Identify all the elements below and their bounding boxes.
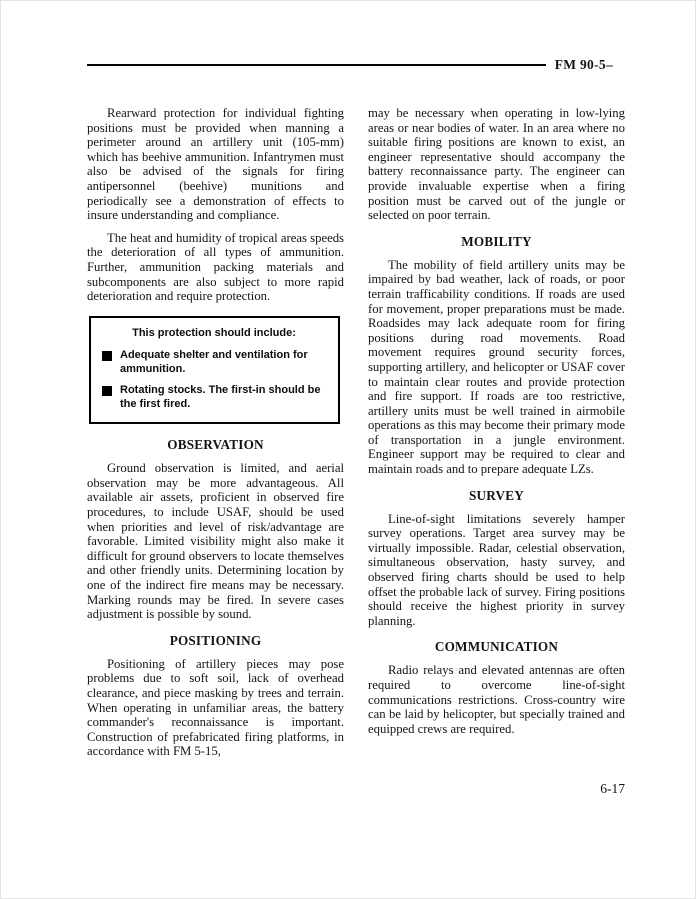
- box-item: [100, 384, 328, 411]
- box-item-text: Adequate shelter and ventilation for ammunition.: [120, 349, 308, 375]
- header-rule: [87, 64, 546, 66]
- paragraph-heat-humidity: The heat and humidity of tropical areas speeds the deterioration of all types of ammunition. Further, ammunition packing materials and subcomponents are also subject to more rapid deterioration and require protection.: [87, 230, 344, 304]
- page-number: 6-17: [600, 780, 625, 796]
- paragraph-mobility: The mobility of field artillery units may be impaired by bad weather, lack of roads, or poor terrain trafficability conditions. If roads are used for movement, proper preparations must be made. Roadsides may lack adequate room for firing positions during road movements. Road movement requires ground security forces, supporting artillery, and helicopter or USAF cover to maintain clear routes and provide protection and fire support. If roads are too restrictive, artillery units must be well trained in airmobile operations as this may become their primary mode of transportation in a jungle environment. Engineer support may be required to clear and maintain roads and to prepare adequate LZs.: [368, 257, 625, 477]
- heading-survey: SURVEY: [469, 487, 524, 503]
- paragraph-rearward-protection: Rearward protection for individual fighting positions must be provided when manning a perimeter around an artillery unit (105-mm) which has beehive ammunition. Infantrymen must also be advised of the signals for firing antipersonnel (beehive) munitions and periodically see a demonstration of effects to insure understanding and compliance.: [87, 106, 344, 223]
- paragraph-positioning: Positioning of artillery pieces may pose problems due to soft soil, lack of overhead clearance, and piece masking by trees and terrain. When operating in unfamiliar areas, the battery commander's reconnaissance is important. Construction of prefabricated firing platforms, in accordance with FM 5-15,: [87, 656, 344, 759]
- protection-callout-box: [89, 316, 340, 425]
- header-reference: FM 90-5–: [554, 57, 613, 72]
- two-column-body: [87, 106, 625, 767]
- right-column: [368, 106, 625, 767]
- heading-mobility: MOBILITY: [461, 233, 532, 249]
- box-item: [100, 349, 328, 376]
- box-title: This protection should include:: [132, 326, 296, 339]
- heading-positioning: POSITIONING: [169, 632, 262, 648]
- paragraph-communication: Radio relays and elevated antennas are often required to overcome line-of-sight communications restrictions. Cross-country wire can be laid by helicopter, but specially trained and equipped crews are required.: [368, 663, 625, 736]
- bullet-square-icon: [102, 386, 112, 396]
- page-header: [87, 57, 625, 73]
- paragraph-survey: Line-of-sight limitations severely hamper survey operations. Target area survey may be virtually impossible. Radar, celestial observation, simultaneous observation, hasty survey, and observed firing charts should be used to help offset the probable lack of survey. Firing positions should receive the highest priority in survey planning.: [368, 511, 625, 628]
- paragraph-positioning-continued: may be necessary when operating in low-lying areas or near bodies of water. In an area where no suitable firing positions are known to exist, an engineer representative should accompany the battery reconnaissance party. The engineer can provide invaluable expertise when a firing position must be carved out of the jungle or selected on poor terrain.: [368, 106, 625, 223]
- bullet-square-icon: [102, 351, 112, 361]
- heading-communication: COMMUNICATION: [434, 639, 559, 655]
- heading-observation: OBSERVATION: [167, 437, 264, 453]
- left-column: [87, 106, 344, 767]
- box-item-text: Rotating stocks. The first-in should be the first fired.: [120, 384, 321, 410]
- paragraph-observation: Ground observation is limited, and aerial observation may be more advantageous. All available air assets, proficient in observed fire procedures, to include USAF, should be used when priorities and level of risk/advantage are favorable. Limited visibility might also make it difficult for ground observers to locate themselves and other friendly units. Determining location by one of the indirect fire means may be necessary. Marking rounds may be fired. In severe cases adjustment is possible by sound.: [87, 461, 344, 622]
